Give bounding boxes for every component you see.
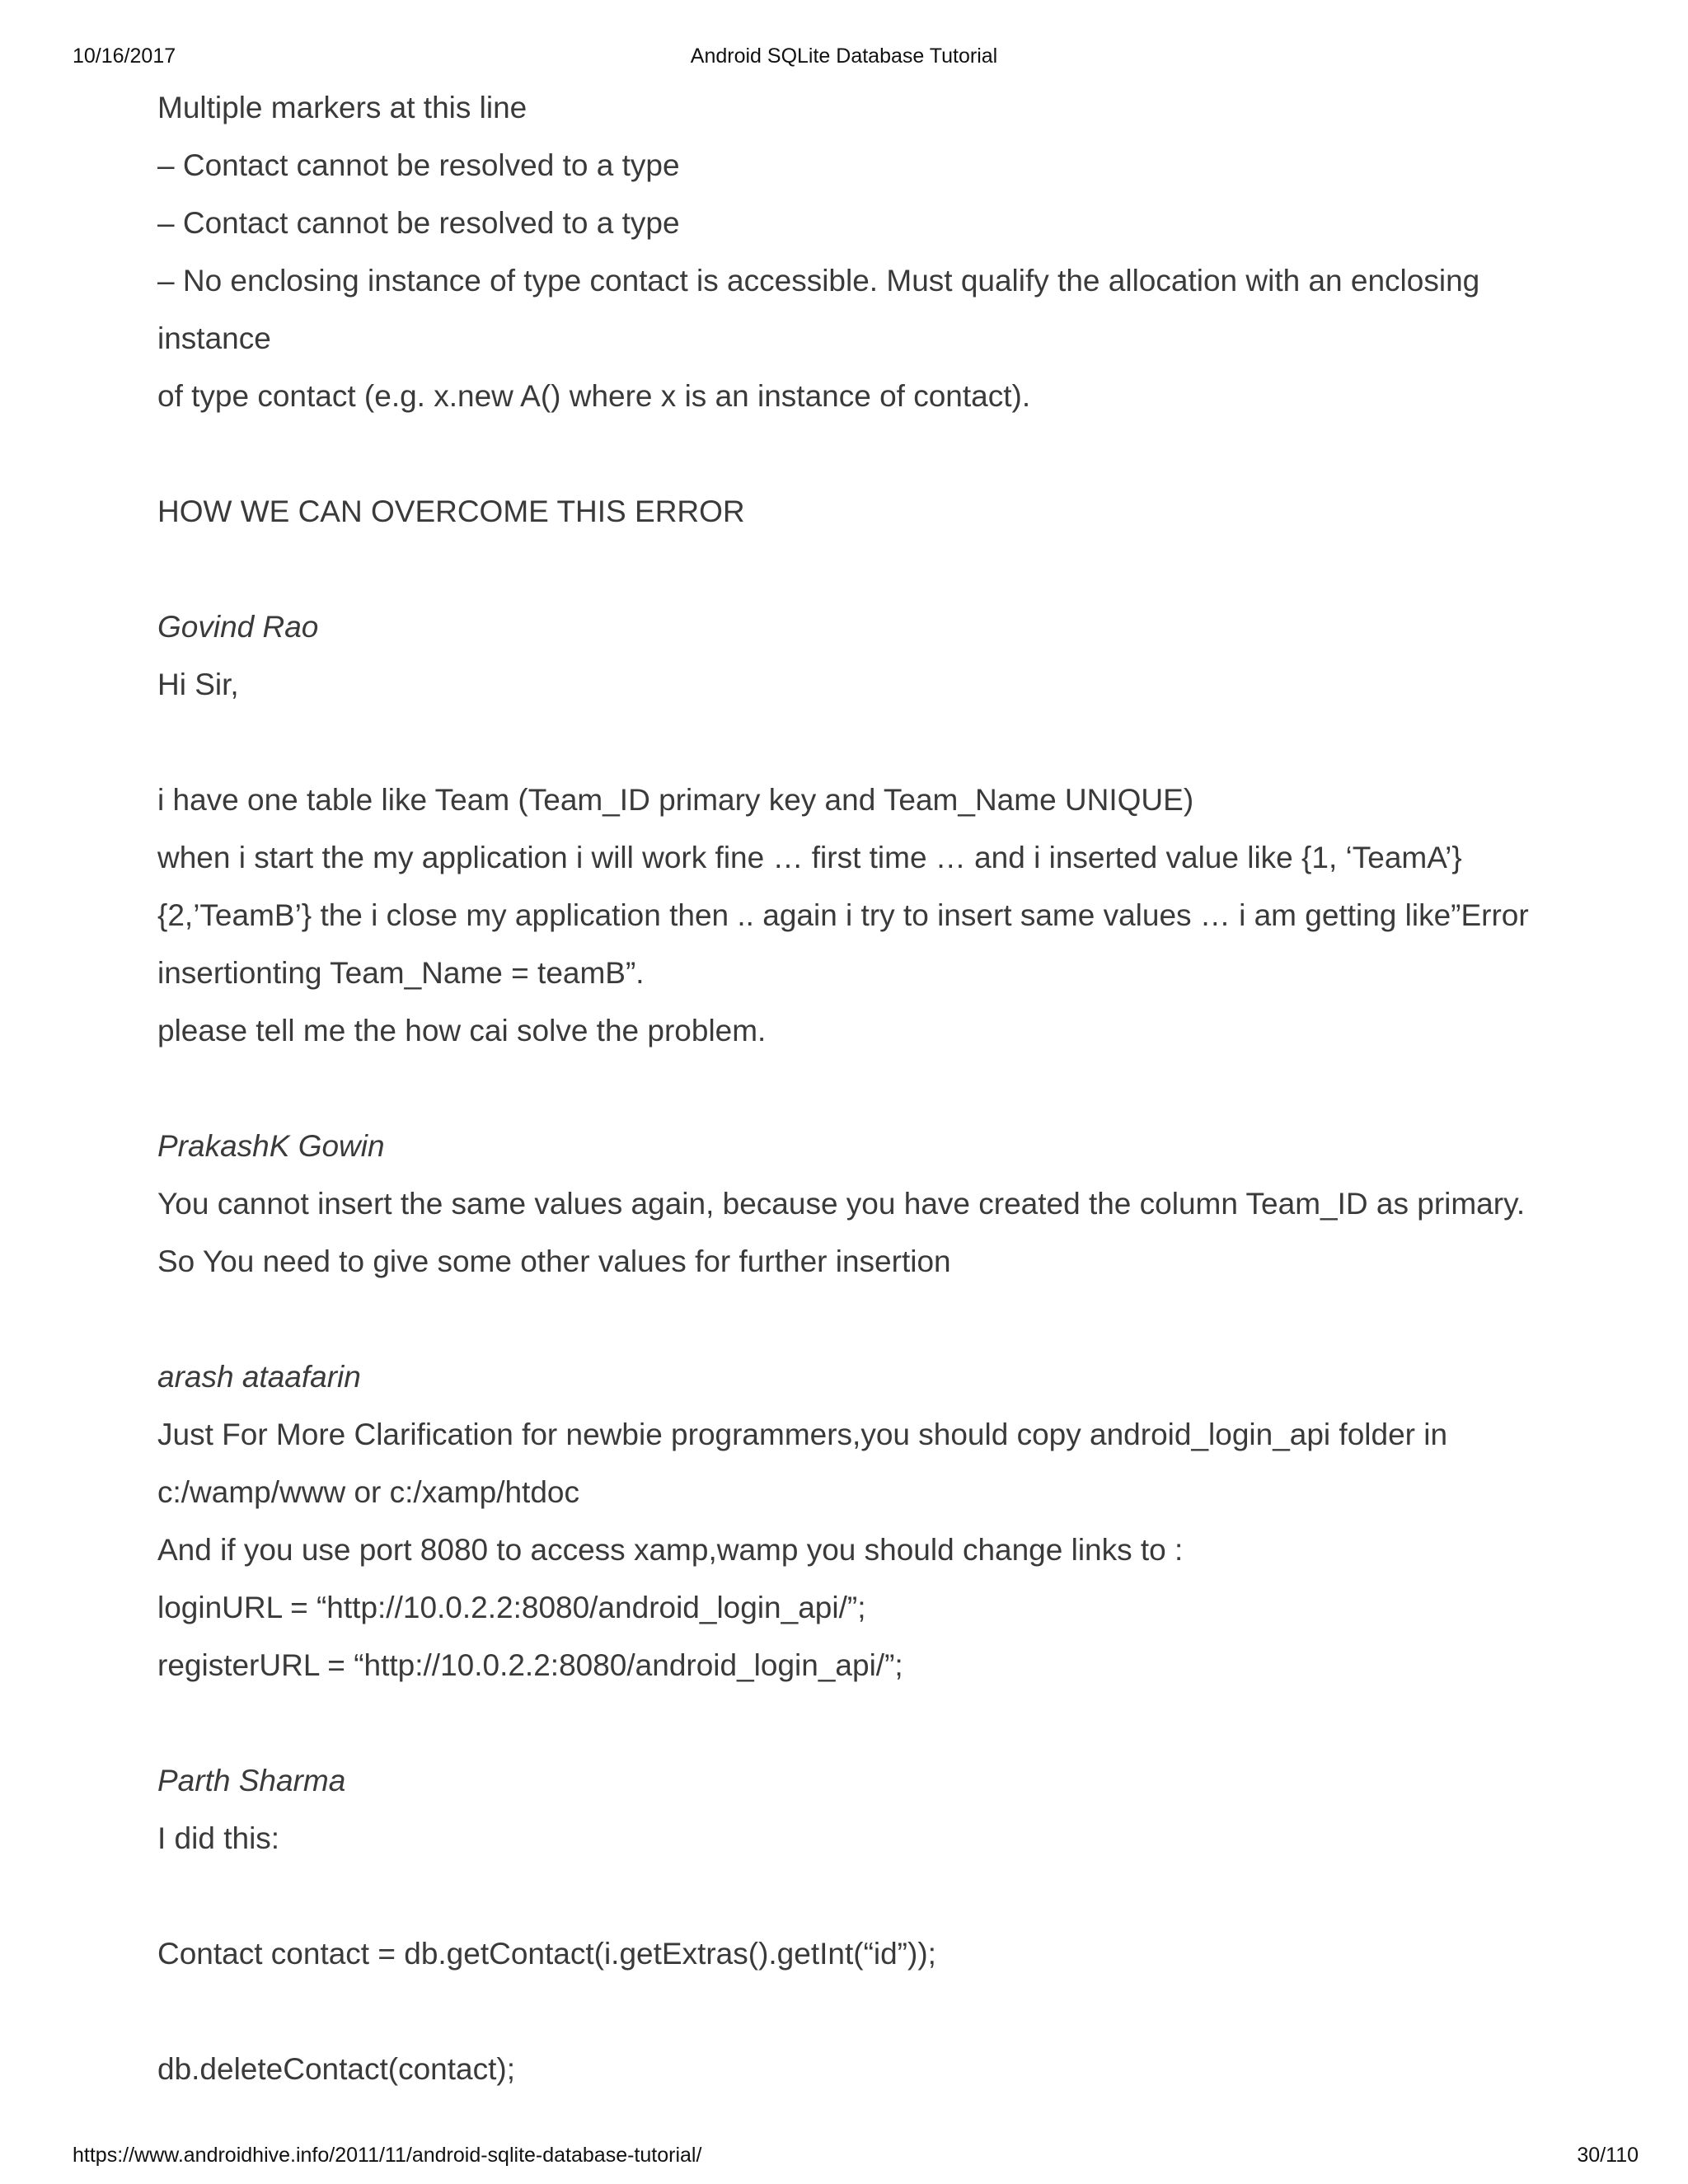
comment-line: db.deleteContact(contact);	[157, 2052, 515, 2086]
error-line: of type contact (e.g. x.new A() where x is an instance of contact).	[157, 379, 1031, 413]
error-question: HOW WE CAN OVERCOME THIS ERROR	[157, 494, 745, 528]
spacer	[157, 425, 1559, 483]
comment-line: i have one table like Team (Team_ID primary key and Team_Name UNIQUE)	[157, 783, 1194, 817]
comment-line: Hi Sir,	[157, 668, 239, 701]
spacer	[157, 1060, 1559, 1118]
comment-author: PrakashK Gowin	[157, 1129, 385, 1163]
comment-line: Just For More Clarification for newbie programmers,you should copy android_login_api folder in	[157, 1418, 1448, 1451]
error-line: – Contact cannot be resolved to a type	[157, 206, 680, 240]
comment-line: registerURL = “http://10.0.2.2:8080/android_login_api/”;	[157, 1648, 903, 1682]
spacer	[157, 541, 1559, 598]
error-line: – No enclosing instance of type contact is accessible. Must qualify the allocation with an enclosing	[157, 264, 1480, 298]
error-line: Multiple markers at this line	[157, 91, 528, 124]
error-line: instance	[157, 321, 271, 355]
comment-line: Contact contact = db.getContact(i.getExtras().getInt(“id”));	[157, 1937, 936, 1971]
comment-line: You cannot insert the same values again, because you have created the column Team_ID as primary.	[157, 1187, 1526, 1221]
spacer	[157, 714, 1559, 771]
comment-author: arash ataafarin	[157, 1360, 361, 1394]
comment-line: when i start the my application i will work fine … first time … and i inserted value like {1, ‘TeamA’}	[157, 841, 1462, 874]
comment-line: insertionting Team_Name = teamB”.	[157, 956, 645, 990]
comments-content	[157, 79, 1559, 2098]
comment-line: So You need to give some other values for further insertion	[157, 1244, 951, 1278]
spacer	[157, 1291, 1559, 1348]
print-page-title: Android SQLite Database Tutorial	[690, 45, 998, 68]
comment-author: Parth Sharma	[157, 1764, 346, 1797]
comment-line: {2,’TeamB’} the i close my application then .. again i try to insert same values … i am getting like”Error	[157, 898, 1529, 932]
page-number: 30/110	[1577, 2144, 1639, 2167]
comment-line: loginURL = “http://10.0.2.2:8080/android_login_api/”;	[157, 1591, 866, 1624]
comment-author: Govind Rao	[157, 610, 319, 644]
spacer	[157, 1694, 1559, 1752]
error-line: – Contact cannot be resolved to a type	[157, 148, 680, 182]
comment-line: c:/wamp/www or c:/xamp/htdoc	[157, 1475, 579, 1509]
spacer	[157, 1983, 1559, 2041]
comment-line: I did this:	[157, 1821, 280, 1855]
print-url: https://www.androidhive.info/2011/11/android-sqlite-database-tutorial/	[73, 2144, 702, 2167]
print-date: 10/16/2017	[73, 45, 176, 68]
spacer	[157, 1868, 1559, 1925]
comment-line: please tell me the how cai solve the problem.	[157, 1014, 767, 1047]
comment-line: And if you use port 8080 to access xamp,wamp you should change links to :	[157, 1533, 1184, 1567]
